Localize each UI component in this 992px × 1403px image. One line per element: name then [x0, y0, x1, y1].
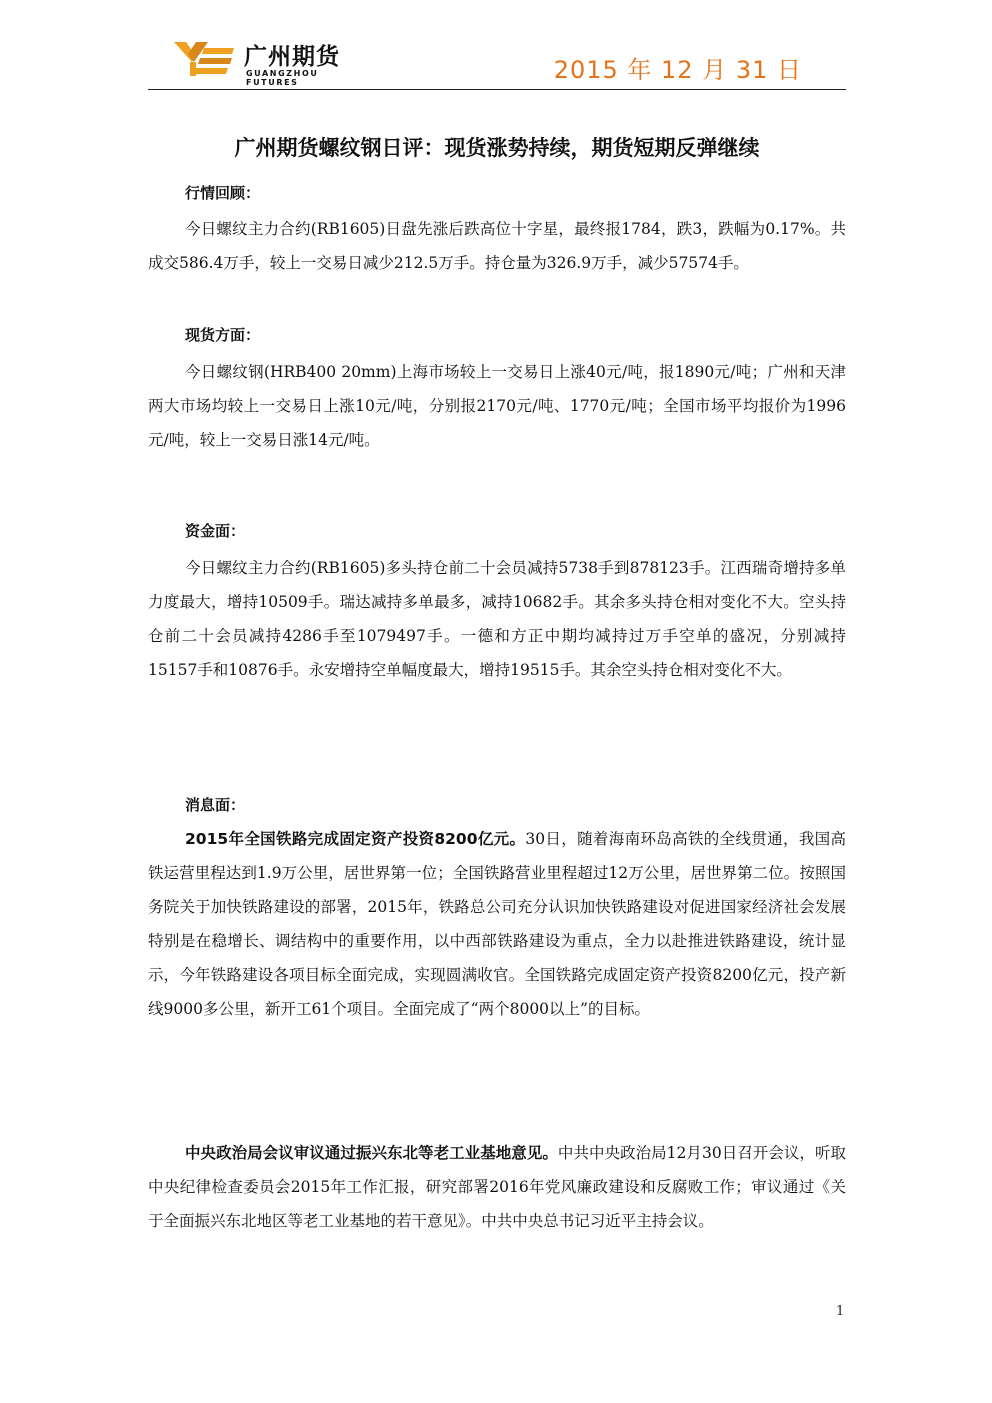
- paragraph-body: 今日螺纹主力合约(RB1605)多头持仓前二十会员减持5738手到878123手。江西瑞奇增持多单力度最大，增持10509手。瑞达减持多单最多，减持10682手。其余多头持仓相对变化不大。空头持仓前二十会员减持4286手至1079497手。一德和方正中期均减持过万手空单的盛况，分别减持15157手和10876手。永安增持空单幅度最大，增持19515手。其余空头持仓相对变化不大。: [148, 559, 846, 679]
- paragraph-body: 中共中央政治局12月30日召开会议，听取中央纪律检查委员会2015年工作汇报，研究部署2016年党风廉政建设和反腐败工作；审议通过《关于全面振兴东北地区等老工业基地的若干意见》。中共中央总书记习近平主持会议。: [148, 1144, 846, 1230]
- section-heading-news: 消息面：: [185, 796, 246, 814]
- page-number: 1: [836, 1304, 845, 1319]
- section-heading-spot: 现货方面：: [185, 326, 261, 344]
- report-date: 2015 年 12 月 31 日: [553, 56, 802, 84]
- paragraph-market-review: [148, 212, 846, 280]
- paragraph-funds: [148, 551, 846, 687]
- paragraph-news-politburo: [148, 1136, 846, 1238]
- logo-mark-icon: [174, 40, 236, 78]
- section-heading-funds: 资金面：: [185, 522, 246, 540]
- document-title: 广州期货螺纹钢日评：现货涨势持续，期货短期反弹继续: [234, 136, 760, 160]
- paragraph-spot: [148, 355, 846, 457]
- paragraph-body: 今日螺纹钢(HRB400 20mm)上海市场较上一交易日上涨40元/吨，报1890元/吨；广州和天津两大市场均较上一交易日上涨10元/吨，分别报2170元/吨、1770元/吨；全国市场平均报价为1996元/吨，较上一交易日涨14元/吨。: [148, 363, 846, 449]
- header-divider: [148, 89, 846, 90]
- paragraph-lead: 2015年全国铁路完成固定资产投资8200亿元。: [185, 830, 526, 848]
- paragraph-news-railway: [148, 822, 846, 1026]
- logo-english-name: GUANGZHOU FUTURES: [246, 69, 319, 87]
- section-heading-market-review: 行情回顾：: [185, 184, 261, 202]
- company-logo: [174, 36, 374, 87]
- paragraph-body: 今日螺纹主力合约(RB1605)日盘先涨后跌高位十字星，最终报1784，跌3，跌幅为0.17%。共成交586.4万手，较上一交易日减少212.5万手。持仓量为326.9万手，减少57574手。: [148, 220, 846, 272]
- paragraph-lead: 中央政治局会议审议通过振兴东北等老工业基地意见。: [185, 1144, 558, 1162]
- logo-chinese-name: 广州期货: [244, 44, 340, 70]
- paragraph-body: 30日，随着海南环岛高铁的全线贯通，我国高铁运营里程达到1.9万公里，居世界第一位；全国铁路营业里程超过12万公里，居世界第二位。按照国务院关于加快铁路建设的部署，2015年，铁路总公司充分认识加快铁路建设对促进国家经济社会发展特别是在稳增长、调结构中的重要作用，以中西部铁路建设为重点，全力以赴推进铁路建设，统计显示，今年铁路建设各项目标全面完成，实现圆满收官。全国铁路完成固定资产投资8200亿元，投产新线9000多公里，新开工61个项目。全面完成了“两个8000以上”的目标。: [148, 830, 846, 1018]
- page-header: [148, 28, 846, 90]
